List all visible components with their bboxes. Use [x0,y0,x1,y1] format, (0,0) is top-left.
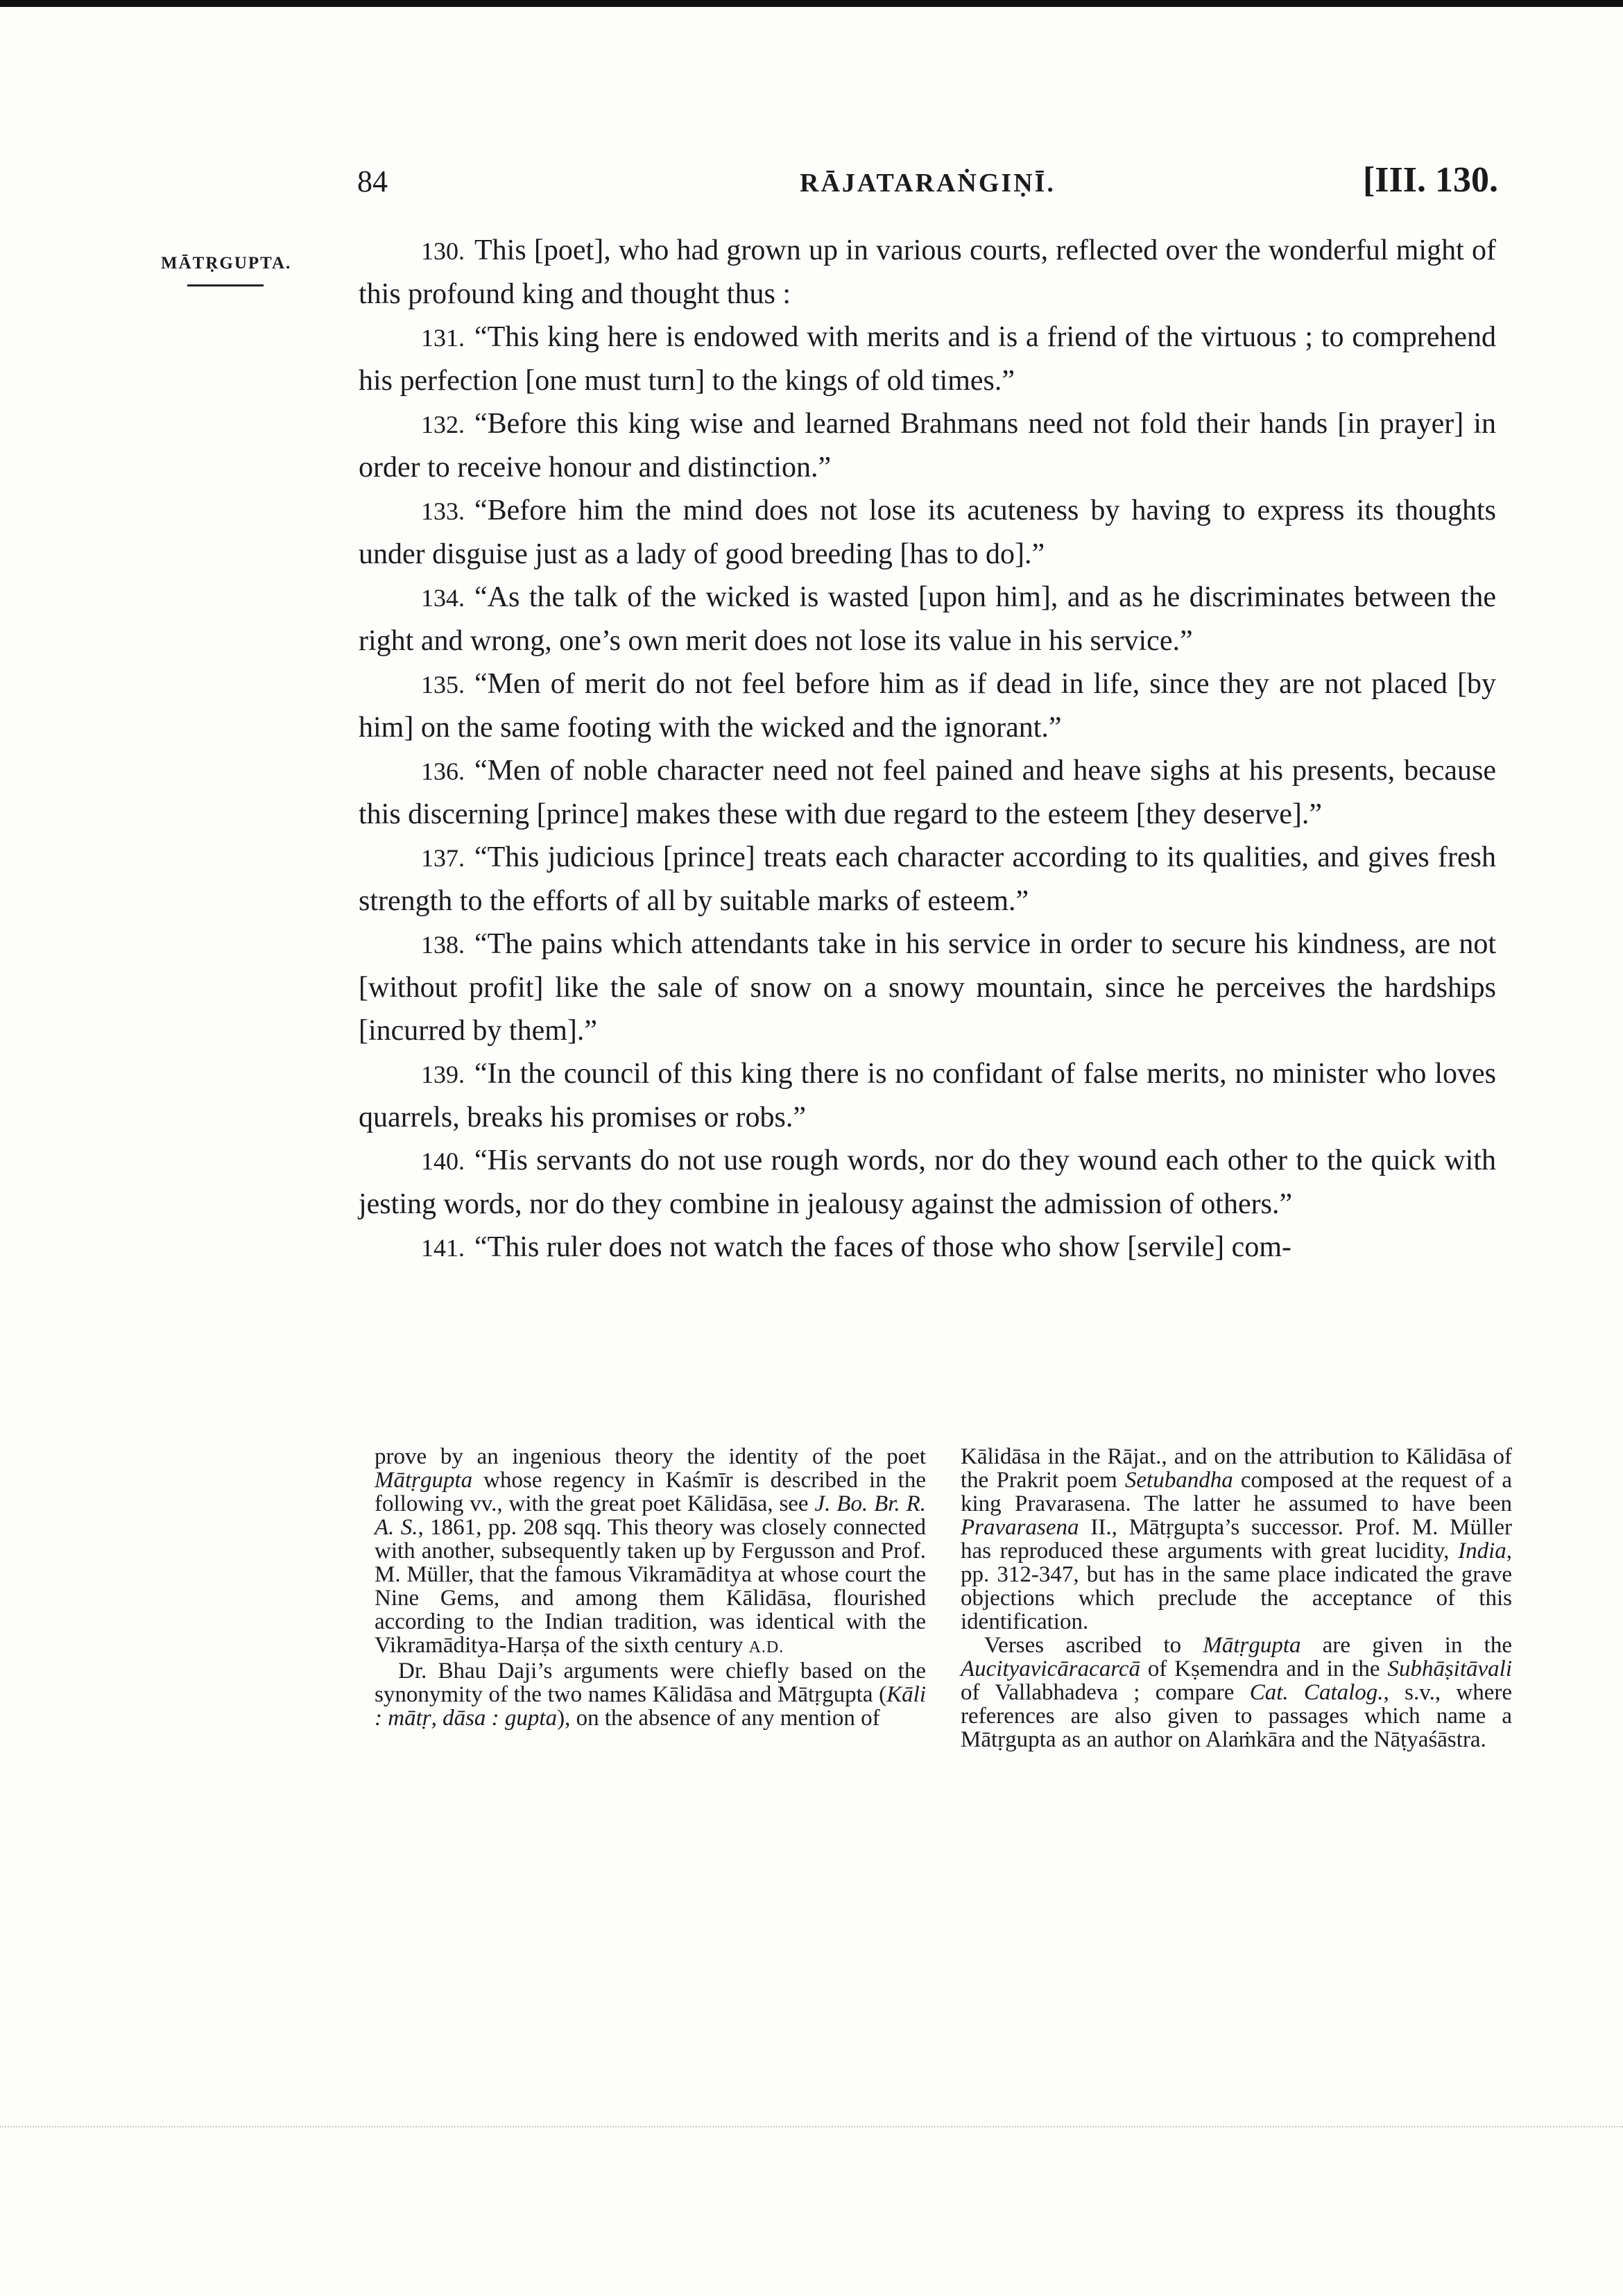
verse [359,576,1496,662]
verse-number: 131. [421,324,465,352]
verse-body: “As the talk of the wicked is wasted [upon him], and as he discriminates between the right and wrong, one’s own merit does not lose its value in his service.” [359,581,1496,657]
footnotes [375,1445,1512,1751]
verse-number: 134. [421,584,465,612]
verse-number: 139. [421,1061,465,1088]
verse [359,1226,1496,1269]
footnote-italic: Setubandha [1124,1468,1233,1493]
footnote-italic: Kāli : mātṛ, dāsa : gupta [375,1682,926,1731]
footnote-italic: Aucityavicāracarcā [961,1656,1141,1681]
verse-body: “Men of noble character need not feel pained and heave sighs at his presents, because this discerning [prince] makes these with due regard to the esteem [they deserve].” [359,755,1496,830]
footnote-italic: Cat. Catalog. [1249,1680,1384,1705]
verse-body: “This judicious [prince] treats each character according to its qualities, and gives fresh strength to the efforts of all by suitable marks of esteem.” [359,841,1496,917]
verse-number: 135. [421,671,465,699]
verse-text [359,229,1496,1269]
footnote-text: are given in the [1300,1633,1512,1658]
verse-body: This [poet], who had grown up in various courts, reflected over the wonderful might of this profound king and thought thus : [359,234,1496,310]
verse [359,923,1496,1052]
verse-number: 130. [421,237,465,265]
verse [359,229,1496,316]
footnote-paragraph [961,1445,1512,1634]
footnote-italic: J. Bo. Br. R. A. S. [375,1491,926,1540]
scan-artifact-line [0,2126,1623,2127]
footnote-italic: India [1458,1539,1506,1563]
verse-body: “This ruler does not watch the faces of those who show [servile] com- [474,1231,1291,1263]
verse-number: 138. [421,931,465,959]
footnote-text: prove by an ingenious theory the identity of the poet [375,1444,926,1469]
footnote-text: , 1861, pp. 208 sqq. This theory was closely connected with another, subsequently taken up by Fergusson and Prof. M. Müller, that the famous Vikramāditya at whose court the Nine Gems, and among them Kālidāsa, flourished according to the Indian tradition, was identical with the Vikramāditya-Harṣa of the sixth century [375,1515,926,1658]
footnote-paragraph [375,1445,926,1659]
running-title: RĀJATARAṄGIṆĪ. [800,169,1056,198]
verse-number: 137. [421,844,465,872]
footnote-text: Verses ascribed to [984,1633,1203,1658]
footnote-italic: Mātṛgupta [375,1468,473,1493]
verse [359,1139,1496,1226]
footnote-text: ), on the absence of any mention of [557,1706,880,1731]
margin-label-rule [187,284,264,286]
verse [359,662,1496,749]
verse-number: 140. [421,1147,465,1175]
running-header [357,161,1498,209]
footnote-text: II., Mātṛgupta’s successor. Prof. M. Müller has reproduced these arguments with great lucidity, [961,1515,1512,1563]
page-number: 84 [357,164,388,198]
footnote-paragraph [961,1634,1512,1751]
section-reference: [III. 130. [1362,160,1498,200]
verse [359,836,1496,923]
verse-number: 136. [421,757,465,785]
verse-number: 141. [421,1234,465,1262]
footnote-text: composed at the request of a king Pravarasena. The latter he assumed to have been [961,1468,1512,1516]
footnote-column-right [961,1445,1512,1751]
verse-number: 132. [421,411,465,438]
footnote-text: , pp. 312-347, but has in the same place indicated the grave objections which preclude the acceptance of this identification. [961,1539,1512,1634]
scan-top-edge [0,0,1623,7]
verse-body: “Men of merit do not feel before him as if dead in life, since they are not placed [by him] on the same footing with the wicked and the ignorant.” [359,668,1496,744]
footnote-text: , s.v., where references are also given to passages which name a Mātṛgupta as an author on Alaṁkāra and the Nāṭyaśāstra. [961,1680,1512,1752]
footnote-italic: Subhāṣitāvali [1387,1656,1512,1681]
verse-body: “Before this king wise and learned Brahmans need not fold their hands [in prayer] in order to receive honour and distinction.” [359,408,1496,483]
footnote-paragraph [375,1659,926,1730]
footnote-italic: Pravarasena [961,1515,1079,1540]
verse [359,1052,1496,1139]
footnote-italic: Mātṛgupta [1203,1633,1301,1658]
footnote-column-left [375,1445,926,1751]
footnote-text: of Kṣemendra and in the [1140,1656,1388,1681]
footnote-text: Kālidāsa in the Rājat., and on the attribution to Kālidāsa of the Prakrit poem [961,1444,1512,1493]
footnote-text: Dr. Bhau Daji’s arguments were chiefly based on the synonymity of the two names Kālidāsa and Mātṛgupta ( [375,1659,926,1707]
verse-number: 133. [421,497,465,525]
verse-body: “His servants do not use rough words, nor do they wound each other to the quick with jesting words, nor do they combine in jealousy against the admission of others.” [359,1145,1496,1220]
verse-body: “This king here is endowed with merits and is a friend of the virtuous ; to comprehend his perfection [one must turn] to the kings of old times.” [359,321,1496,397]
verse [359,489,1496,576]
footnote-text: of Vallabhadeva ; compare [961,1680,1250,1705]
verse [359,749,1496,836]
footnote-text: whose regency in Kaśmīr is described in the following vv., with the great poet Kālidāsa, see [375,1468,926,1516]
verse-body: “Before him the mind does not lose its acuteness by having to express its thoughts under disguise just as a lady of good breeding [has to do].” [359,495,1496,570]
verse [359,316,1496,402]
footnote-small-caps: A.D. [748,1638,784,1656]
margin-label: MĀTṚGUPTA. [161,254,292,273]
verse-body: “In the council of this king there is no confidant of false merits, no minister who loves quarrels, breaks his promises or robs.” [359,1058,1496,1133]
verse [359,402,1496,489]
verse-body: “The pains which attendants take in his service in order to secure his kindness, are not [without profit] like the sale of snow on a snowy mountain, since he perceives the hardships [incurred by them].” [359,928,1496,1047]
